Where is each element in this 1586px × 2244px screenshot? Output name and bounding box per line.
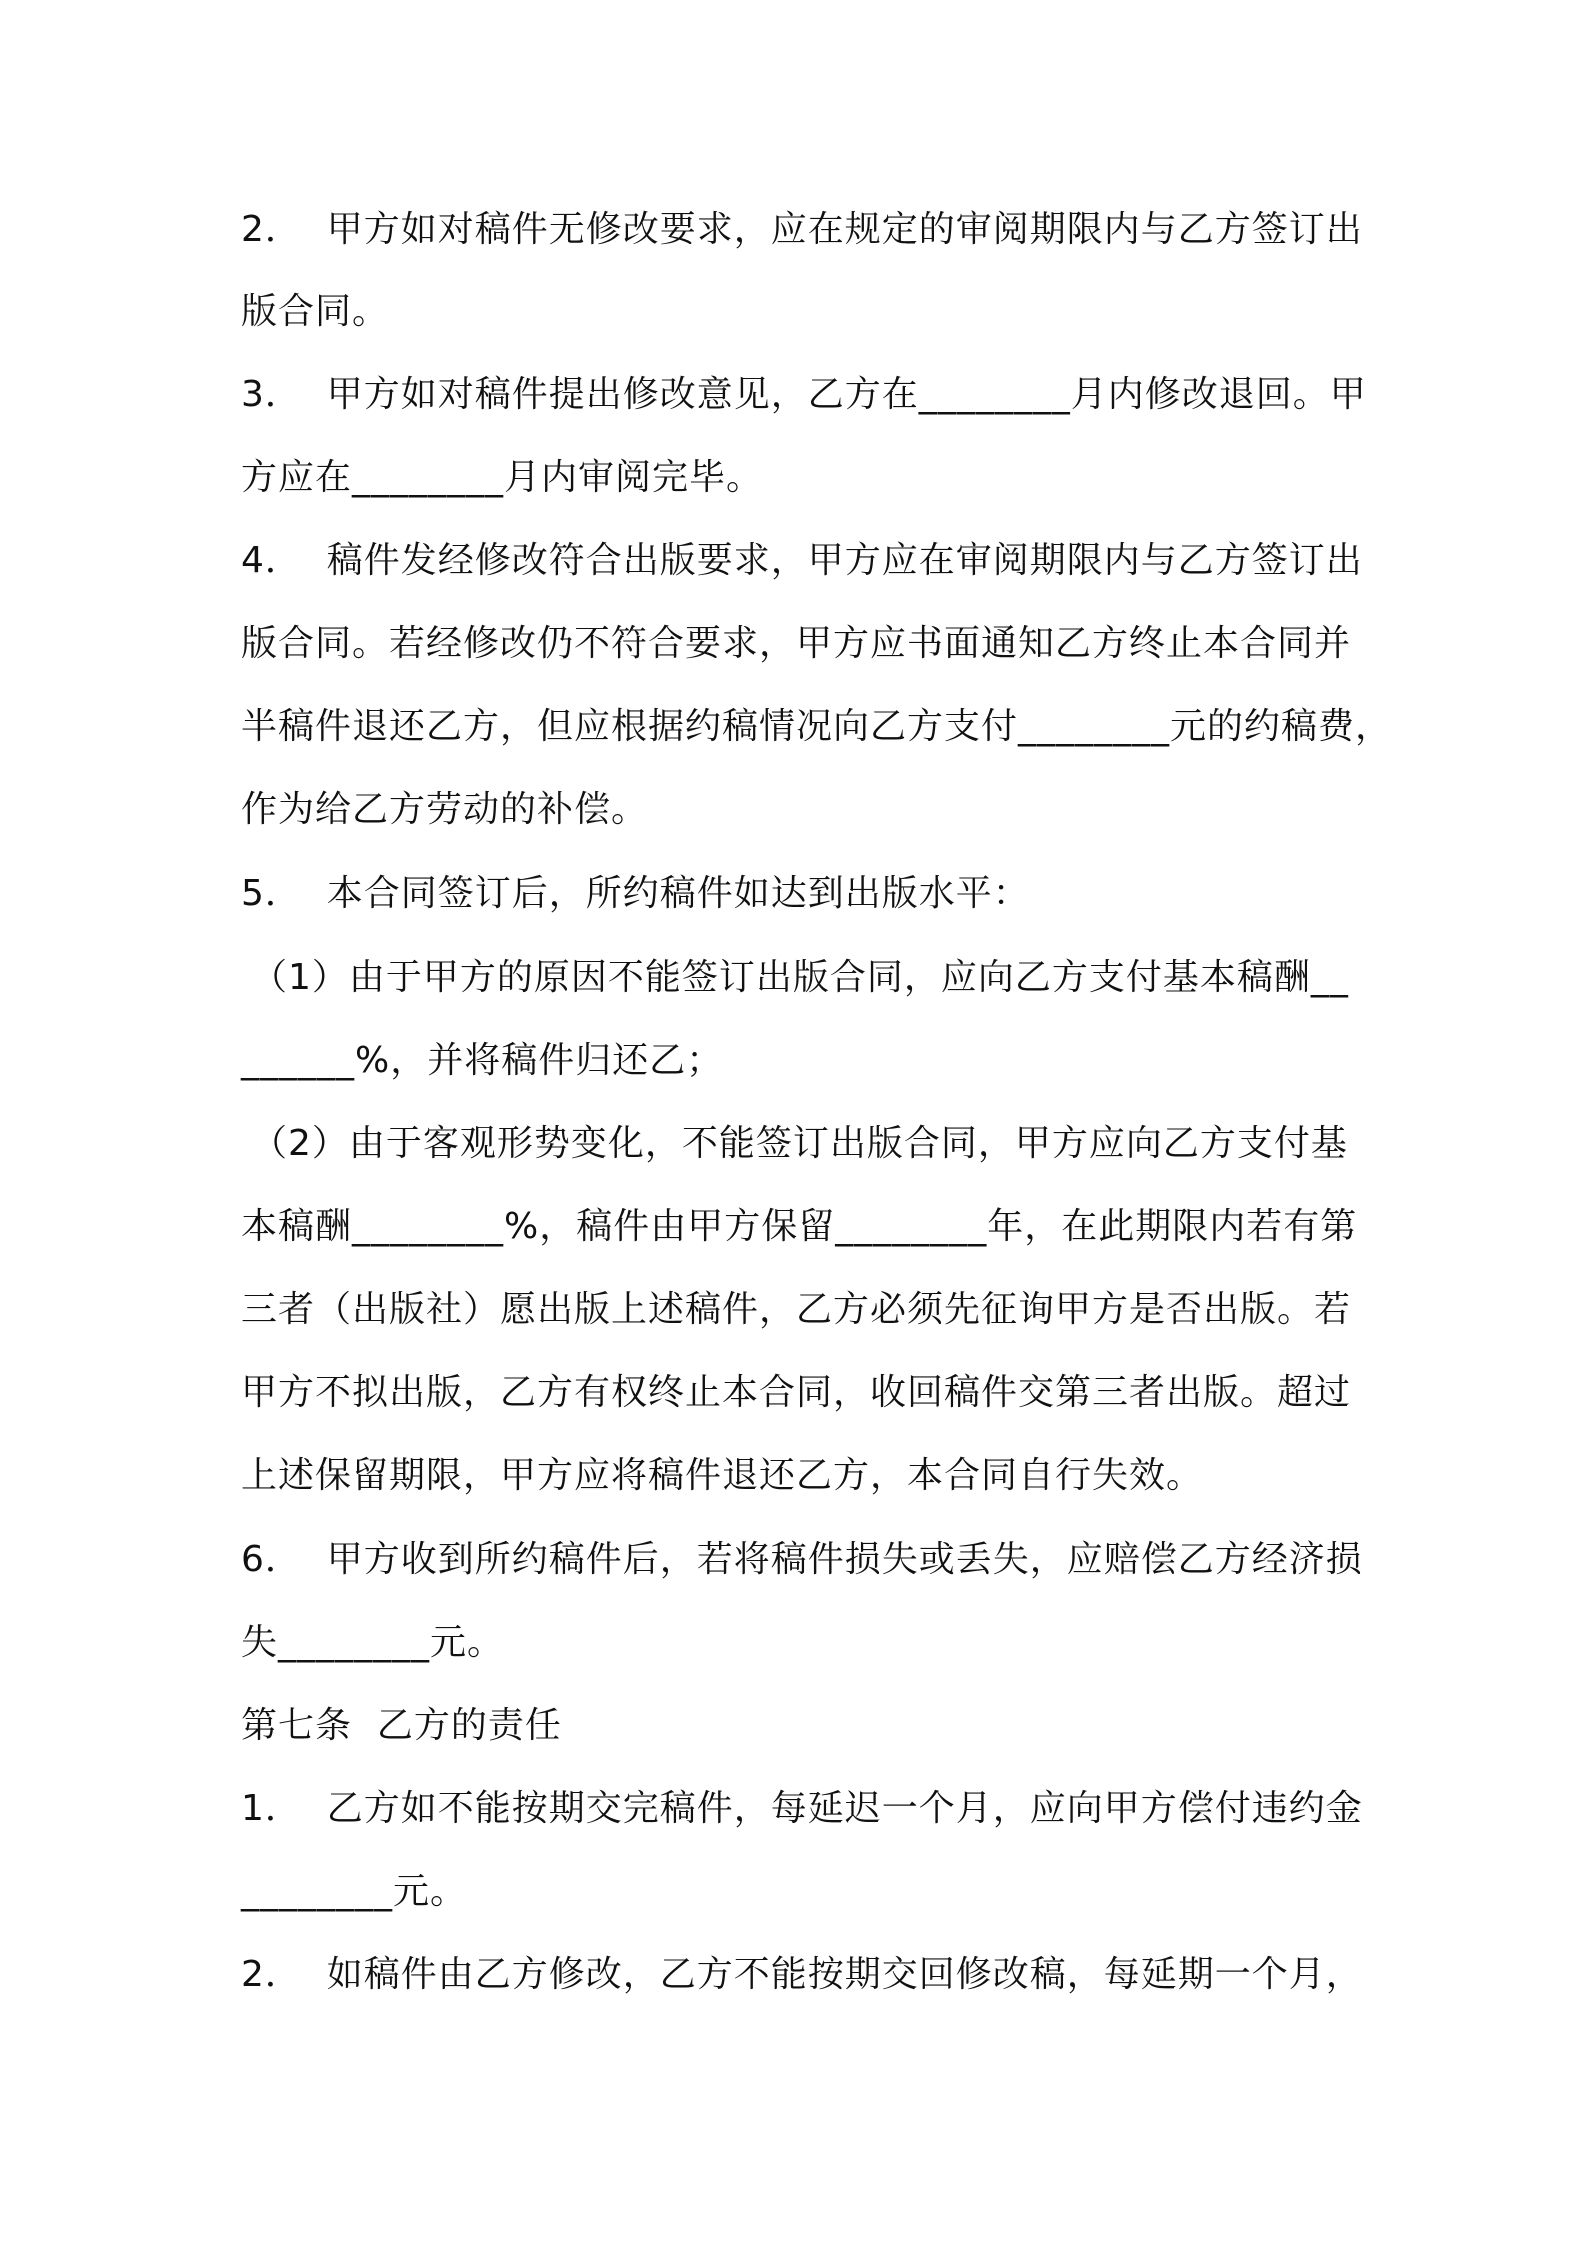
text-line: 3． 甲方如对稿件提出修改意见，乙方在________月内修改退回。甲	[241, 374, 1367, 415]
text-line: 6． 甲方收到所约稿件后，若将稿件损失或丢失，应赔偿乙方经济损	[241, 1539, 1363, 1580]
text-line: （1）由于甲方的原因不能签订出版合同，应向乙方支付基本稿酬__	[251, 957, 1349, 998]
text-line: 版合同。	[241, 291, 390, 332]
text-line: ______%，并将稿件归还乙；	[241, 1040, 724, 1081]
text-line: 甲方不拟出版，乙方有权终止本合同，收回稿件交第三者出版。超过	[241, 1372, 1352, 1413]
text-line: ________元。	[241, 1871, 468, 1912]
text-line: 半稿件退还乙方，但应根据约稿情况向乙方支付________元的约稿费，	[241, 706, 1393, 747]
text-line: （2）由于客观形势变化，不能签订出版合同，甲方应向乙方支付基	[251, 1123, 1348, 1164]
text-line: 方应在________月内审阅完毕。	[241, 457, 764, 498]
text-line: 2． 如稿件由乙方修改，乙方不能按期交回修改稿，每延期一个月，	[241, 1954, 1363, 1995]
text-line: 失________元。	[241, 1622, 505, 1663]
text-line: 4． 稿件发经修改符合出版要求，甲方应在审阅期限内与乙方签订出	[241, 540, 1363, 581]
text-line: 三者（出版社）愿出版上述稿件，乙方必须先征询甲方是否出版。若	[241, 1289, 1352, 1330]
text-line: 作为给乙方劳动的补偿。	[241, 789, 649, 830]
text-line: 上述保留期限，甲方应将稿件退还乙方，本合同自行失效。	[241, 1455, 1204, 1496]
section-heading: 第七条 乙方的责任	[241, 1705, 562, 1746]
text-line: 5． 本合同签订后，所约稿件如达到出版水平：	[241, 873, 1030, 914]
text-line: 版合同。若经修改仍不符合要求，甲方应书面通知乙方终止本合同并	[241, 623, 1352, 664]
text-line: 2． 甲方如对稿件无修改要求，应在规定的审阅期限内与乙方签订出	[241, 209, 1363, 250]
text-line: 本稿酬________%，稿件由甲方保留________年，在此期限内若有第	[241, 1206, 1358, 1247]
text-line: 1． 乙方如不能按期交完稿件，每延迟一个月，应向甲方偿付违约金	[241, 1788, 1363, 1829]
